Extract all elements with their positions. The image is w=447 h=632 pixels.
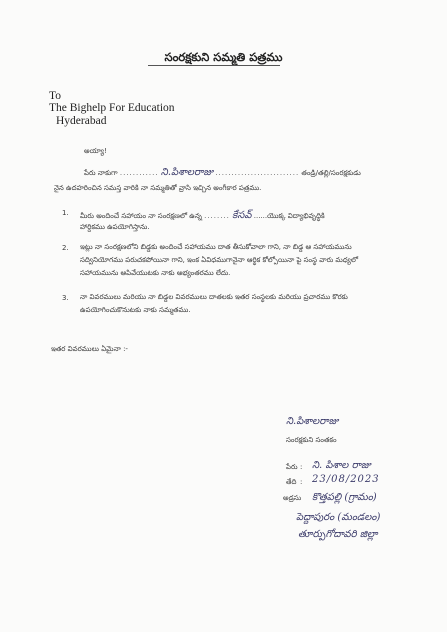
- address-to: To: [49, 90, 61, 102]
- guardian-name-handwritten: ని.పిశాలరాజు: [160, 167, 214, 178]
- item-1-line-1: [80, 209, 325, 223]
- signature-caption: సంరక్షకుని సంతకం: [286, 436, 337, 444]
- intro-line-2: నైన ఉదహరించిన సమస్త వారికి నా సమ్మతితో వ్రాసి ఇచ్చిన అంగీకార పత్రము.: [54, 184, 262, 192]
- field-value-name: ని. పిశాల రాజు: [312, 460, 371, 471]
- field-label-name: పేరు: [286, 463, 298, 471]
- guardian-signature: ని.పిశాలరాజు: [286, 416, 339, 427]
- intro-dots-1: ............: [119, 169, 159, 177]
- intro-suffix: తండ్రి/తల్లి/సంరక్షకుడు: [301, 169, 361, 177]
- item-3-number: 3.: [62, 294, 69, 302]
- item-1-line-2: హార్దికము ఉపయోగిస్తాను.: [80, 223, 150, 231]
- field-label-address: అడ్రసు: [283, 494, 302, 502]
- title-underline: [148, 65, 280, 66]
- intro-line-1: [84, 166, 361, 180]
- item-1-text-a: మీరు అందించే సహాయం నా సంరక్షణలో ఉన్న: [80, 212, 202, 220]
- item-1-dots: ........: [204, 212, 230, 220]
- other-details-label: ఇతర వివరములు ఏమైనా :-: [51, 345, 128, 353]
- intro-prefix: పేరు నాకుగా: [84, 169, 118, 177]
- field-value-address-district: తూర్పుగోదావరి జిల్లా: [298, 529, 378, 540]
- document-title: సంరక్షకుని సమ్మతి పత్రము: [164, 50, 283, 64]
- field-value-date: 23/08/2023: [312, 474, 380, 485]
- field-value-address-mandal: పెద్దాపురం (మండలం): [296, 512, 381, 523]
- item-1-number: 1.: [62, 209, 69, 217]
- salutation: అయ్యా!: [84, 147, 107, 155]
- address-org: The Bighelp For Education: [49, 102, 175, 114]
- field-colon: :: [300, 463, 303, 471]
- intro-dots-2: ..........................: [215, 169, 300, 177]
- item-3-text: నా వివరములు మరియు నా బిడ్డల వివరములు దాతలకు ఇతర సంస్థలకు మరియు ప్రచారము కొరకు ఉపయోగించుకొనుటకు నాకు సమ్మతము.: [80, 293, 348, 314]
- item-1-text-b: ......యొక్క విద్యాభివృద్ధికి: [253, 212, 325, 220]
- child-name-handwritten: కేసవ్: [232, 210, 252, 221]
- item-2-text: ఇట్లు నా సంరక్షణలోని బిడ్డకు అందించే సహాయము దాత తీసుకోవాలా గాని, నా బిడ్డ ఆ సహాయమును సద్వినియోగము పరుచకపోయినా గాని, ఇంక ఏవిధముగానైనా ఆర్థిక కోల్పోయినా పై సంస్థ వారు మధ్యలో సహాయమును ఆపివేయుటకు నాకు అభ్యంతరము లేదు.: [80, 243, 359, 277]
- field-colon: :: [300, 478, 303, 486]
- field-value-address-village: కొత్తపల్లి (గ్రామం): [312, 492, 377, 503]
- field-label-date: తేది: [286, 478, 297, 486]
- address-city: Hyderabad: [56, 115, 107, 127]
- item-2-number: 2.: [62, 244, 69, 252]
